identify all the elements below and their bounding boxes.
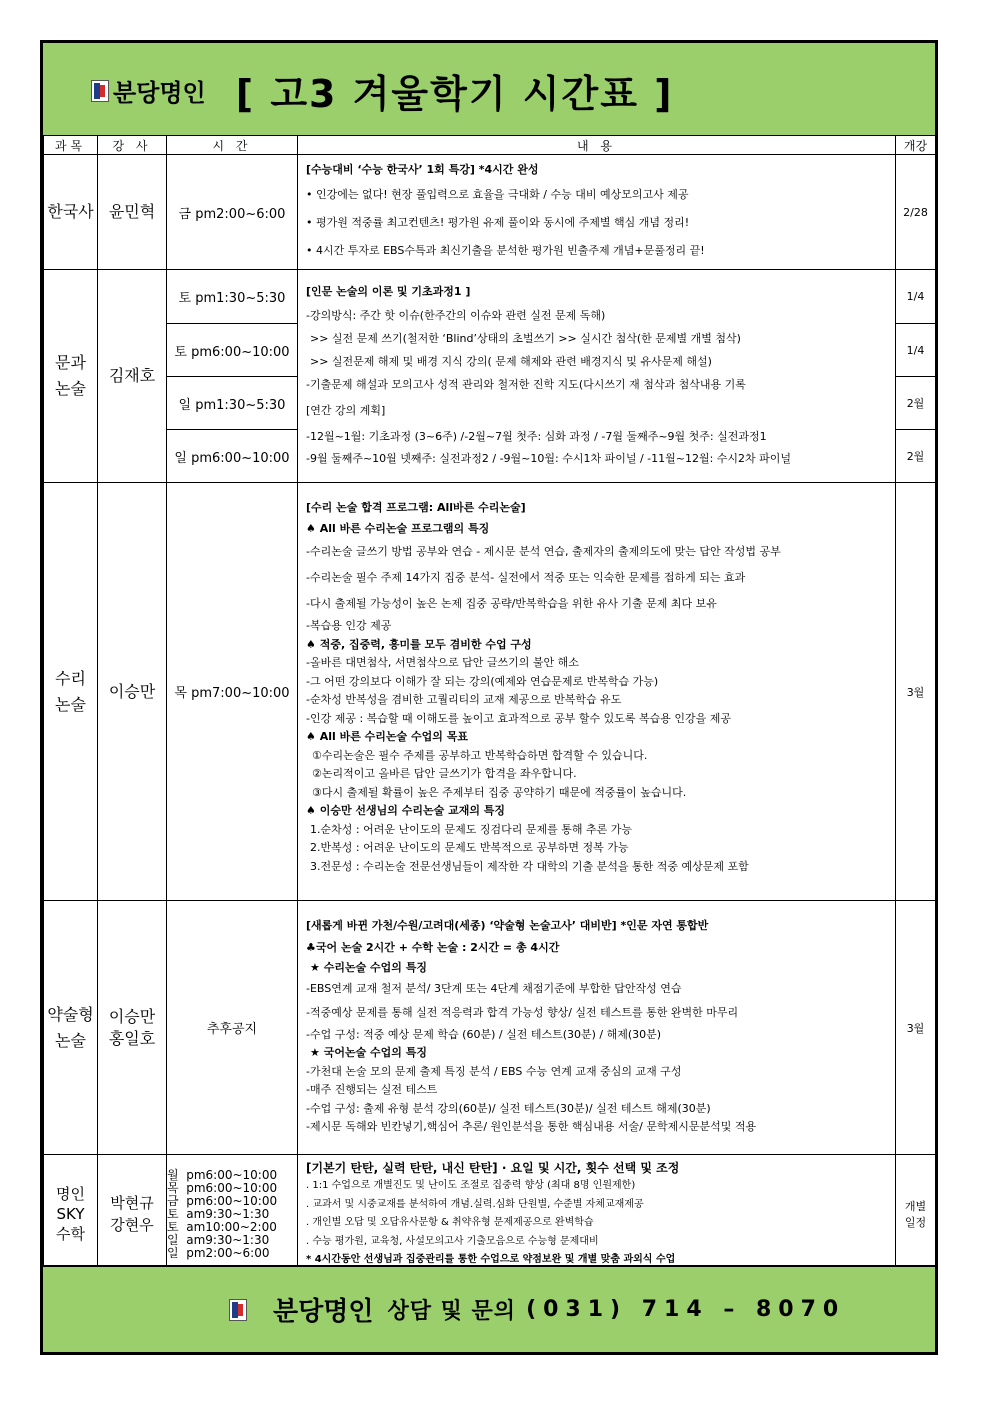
brand-name: 분당명인: [113, 79, 206, 107]
start-cell: 개별 일정: [896, 1155, 936, 1275]
content-line: [수능대비 ‘수능 한국사’ 1회 특강] *4시간 완성: [306, 163, 539, 176]
schedule-table: [43, 135, 936, 1275]
content-line: . 개인별 오답 및 오답유사문항 & 취약유형 문제제공으로 완벽학습: [306, 1217, 594, 1228]
content-line: ★ 국어논술 수업의 특징: [310, 1046, 427, 1059]
start-cell: 2/28: [896, 155, 936, 270]
content-line: >> 실전문제 해제 및 배경 지식 강의( 문제 해제와 관련 배경지식 및 유사문제 해설): [310, 355, 712, 368]
content-line: -적중예상 문제를 통해 실전 적응력과 합격 가능성 향상/ 실전 테스트를 통한 완벽한 마무리: [306, 1005, 739, 1019]
brand-logo-icon: [229, 1299, 247, 1321]
brand-logo-icon: [91, 80, 109, 102]
content-line: • 인강에는 없다! 현장 풀입력으로 효율을 극대화 / 수능 대비 예상모의고사 제공: [306, 188, 689, 201]
content-line: ②논리적이고 올바른 답안 글쓰기가 합격을 좌우합니다.: [312, 767, 577, 780]
content-line: -수업 구성: 적중 예상 문제 학습 (60분) / 실전 테스트(30분) / 해제(30분): [306, 1027, 662, 1041]
content-line: -다시 출제될 가능성이 높은 논제 집중 공략/반복학습을 위한 유사 기출 문제 최다 보유: [306, 597, 717, 610]
content-line: -수업 구성: 출제 유형 분석 강의(60분)/ 실전 테스트(30분)/ 실전 테스트 해제(30분): [306, 1101, 711, 1115]
content-line: [연간 강의 계획]: [306, 404, 386, 417]
subject-cell: 문과 논술: [44, 270, 98, 483]
footer-phone: (031) 714 – 8070: [526, 1297, 846, 1322]
header-content: 내 용: [298, 136, 896, 155]
content-line: ♠ All 바른 수리논술 수업의 목표: [306, 730, 468, 743]
subject-cell: 명인 SKY 수학: [44, 1155, 98, 1275]
subject-cell: 약술형 논술: [44, 901, 98, 1155]
content-line: -강의방식: 주간 핫 이슈(한주간의 이슈와 관련 실전 문제 독해): [306, 309, 606, 322]
content-line: -가천대 논술 모의 문제 출제 특징 분석 / EBS 수능 연계 교재 중심의 교재 구성: [306, 1064, 682, 1078]
time-cell: 토 pm6:00~10:00: [167, 324, 298, 377]
content-line: • 4시간 투자로 EBS수특과 최신기출을 분석한 평가원 빈출주제 개념+문풀정리 끝!: [306, 244, 705, 257]
teacher-cell: 윤민혁: [98, 155, 167, 270]
content-line: -EBS연계 교재 철저 분석/ 3단계 또는 4단계 채점기준에 부합한 답안작성 연습: [306, 981, 682, 995]
content-cell: [298, 155, 896, 270]
content-line: • 평가원 적중률 최고컨텐츠! 평가원 유제 풀이와 동시에 주제별 핵심 개념 정리!: [306, 216, 690, 229]
start-cell: 2월: [896, 430, 936, 483]
content-line: -인강 제공 : 복습할 때 이해도를 높이고 효과적으로 공부 할수 있도록 복습용 인강을 제공: [306, 711, 732, 725]
time-cell: 목 pm7:00~10:00: [167, 483, 298, 901]
time-list-cell: [167, 1155, 298, 1275]
start-cell: 3월: [896, 483, 936, 901]
content-line: [기본기 탄탄, 실력 탄탄, 내신 탄탄] · 요일 및 시간, 횟수 선택 및 조정: [306, 1161, 680, 1175]
content-line: 1.순차성 : 어려운 난이도의 문제도 징검다리 문제를 통해 추론 가능: [310, 822, 632, 836]
start-cell: 1/4: [896, 270, 936, 324]
time-item: 목 pm6:00~10:00: [167, 1180, 278, 1195]
time-item: 일 am9:30~1:30: [167, 1232, 270, 1247]
table-header-row: [44, 136, 936, 155]
content-line: . 교과서 및 시중교재를 분석하여 개념.실력.심화 단원별, 수준별 자체교재제공: [306, 1198, 644, 1210]
content-line: -수리논술 글쓰기 방법 공부와 연습 - 제시문 분석 연습, 출제자의 출제의도에 맞는 답안 작성법 공부: [306, 545, 781, 558]
content-line: 3.전문성 : 수리논술 전문선생님들이 제작한 각 대학의 기출 분석을 통한 적중 예상문제 포함: [310, 859, 749, 873]
start-cell: 3월: [896, 901, 936, 1155]
footer-contact-label: 상담 및 문의: [387, 1299, 517, 1324]
content-cell: [298, 270, 896, 483]
time-cell: 일 pm1:30~5:30: [167, 377, 298, 430]
time-cell: 일 pm6:00~10:00: [167, 430, 298, 483]
time-item: 토 am9:30~1:30: [167, 1206, 270, 1221]
time-item: 토 am10:00~2:00: [167, 1219, 277, 1234]
content-line: -올바른 대면첨삭, 서면첨삭으로 답안 글쓰기의 불안 해소: [306, 656, 579, 669]
content-cell: [298, 901, 896, 1155]
timetable-frame: [40, 40, 938, 1355]
content-line: -매주 진행되는 실전 테스트: [306, 1083, 438, 1096]
content-line: . 수능 평가원, 교육청, 사설모의고사 기출모음으로 수능형 문제대비: [306, 1235, 599, 1247]
time-item: 월 pm6:00~10:00: [167, 1167, 278, 1182]
content-line: -12월~1월: 기초과정 (3~6주) /-2월~7월 첫주: 심화 과정 / -7월 둘째주~9월 첫주: 실전과정1: [306, 430, 767, 443]
time-item: 금 pm6:00~10:00: [167, 1193, 278, 1208]
teacher-cell: 김재호: [98, 270, 167, 483]
page-title: [ 고3 겨울학기 시간표 ]: [235, 72, 674, 116]
content-line: [새롭게 바뀐 가천/수원/고려대(세종) ‘약술형 논술고사’ 대비반] *인문 자연 통합반: [306, 919, 709, 932]
content-line: [수리 논술 합격 프로그램: All바른 수리논술]: [306, 501, 526, 514]
content-line: [인문 논술의 이론 및 기초과정1 ]: [306, 285, 471, 298]
content-line: ♠ All 바른 수리논술 프로그램의 특징: [306, 522, 490, 535]
content-line: ③다시 출제될 확률이 높은 주제부터 집중 공약하기 때문에 적중률이 높습니다.: [312, 785, 687, 799]
header-band: [43, 43, 935, 137]
table-row: [44, 901, 936, 1155]
teacher-cell: 이승만 홍일호: [98, 901, 167, 1155]
footer-band: [43, 1265, 935, 1352]
teacher-cell: 이승만: [98, 483, 167, 901]
content-line: * 4시간동안 선생님과 집중관리를 통한 수업으로 약점보완 및 개별 맞춤 과외식 수업: [306, 1254, 676, 1265]
content-line: -그 어떤 강의보다 이해가 잘 되는 강의(예제와 연습문제로 반복학습 가능): [306, 674, 659, 688]
table-row: [44, 270, 936, 324]
footer-brand: 분당명인: [273, 1297, 374, 1327]
subject-cell: 한국사: [44, 155, 98, 270]
content-line: ♣국어 논술 2시간 + 수학 논술 : 2시간 = 총 4시간: [306, 941, 560, 954]
content-cell: [298, 483, 896, 901]
content-line: ★ 수리논술 수업의 특징: [310, 961, 427, 974]
content-line: ♠ 이승만 선생님의 수리논술 교재의 특징: [306, 804, 506, 817]
teacher-cell: 박현규 강현우: [98, 1155, 167, 1275]
content-line: -순차성 반복성을 겸비한 고퀄리티의 교재 제공으로 반복학습 유도: [306, 693, 622, 706]
content-line: ♠ 적중, 집중력, 흥미를 모두 겸비한 수업 구성: [306, 637, 532, 651]
content-line: -제시문 독해와 빈칸넣기,핵심어 추론/ 원인분석을 통한 핵심내용 서술/ 문학제시문분석및 적용: [306, 1120, 757, 1133]
content-line: . 1:1 수업으로 개별진도 및 난이도 조절로 집중력 향상 (최대 8명 인원제한): [306, 1180, 636, 1191]
subject-cell: 수리 논술: [44, 483, 98, 901]
table-row: [44, 483, 936, 901]
content-line: -9월 둘째주~10월 넷째주: 실전과정2 / -9월~10월: 수시1차 파이널 / -11월~12월: 수시2차 파이널: [306, 452, 792, 465]
start-cell: 1/4: [896, 324, 936, 377]
header-start: 개강: [896, 136, 936, 155]
content-line: -복습용 인강 제공: [306, 619, 392, 632]
time-cell: 금 pm2:00~6:00: [167, 155, 298, 270]
content-line: >> 실전 문제 쓰기(철저한 ‘Blind’상태의 초벌쓰기 >> 실시간 첨삭(한 문제별 개별 첨삭): [310, 332, 741, 345]
content-line: -수리논술 필수 주제 14가지 집중 분석- 실전에서 적중 또는 익숙한 문제를 접하게 되는 효과: [306, 571, 746, 584]
header-time: 시 간: [167, 136, 298, 155]
content-cell: [298, 1155, 896, 1275]
time-cell: 추후공지: [167, 901, 298, 1155]
header-teacher: 강 사: [98, 136, 167, 155]
content-line: -기출문제 해설과 모의고사 성적 관리와 철저한 진학 지도(다시쓰기 재 첨삭과 첨삭내용 기록: [306, 378, 746, 391]
content-line: 2.반복성 : 어려운 난이도의 문제도 반복적으로 공부하면 정복 가능: [310, 841, 629, 854]
table-row: [44, 155, 936, 270]
start-cell: 2월: [896, 377, 936, 430]
table-row: [44, 1155, 936, 1275]
time-cell: 토 pm1:30~5:30: [167, 270, 298, 324]
time-item: 일 pm2:00~6:00: [167, 1245, 270, 1260]
content-line: ①수리논술은 필수 주제를 공부하고 반복학습하면 합격할 수 있습니다.: [312, 748, 648, 762]
header-subject: 과목: [44, 136, 98, 155]
